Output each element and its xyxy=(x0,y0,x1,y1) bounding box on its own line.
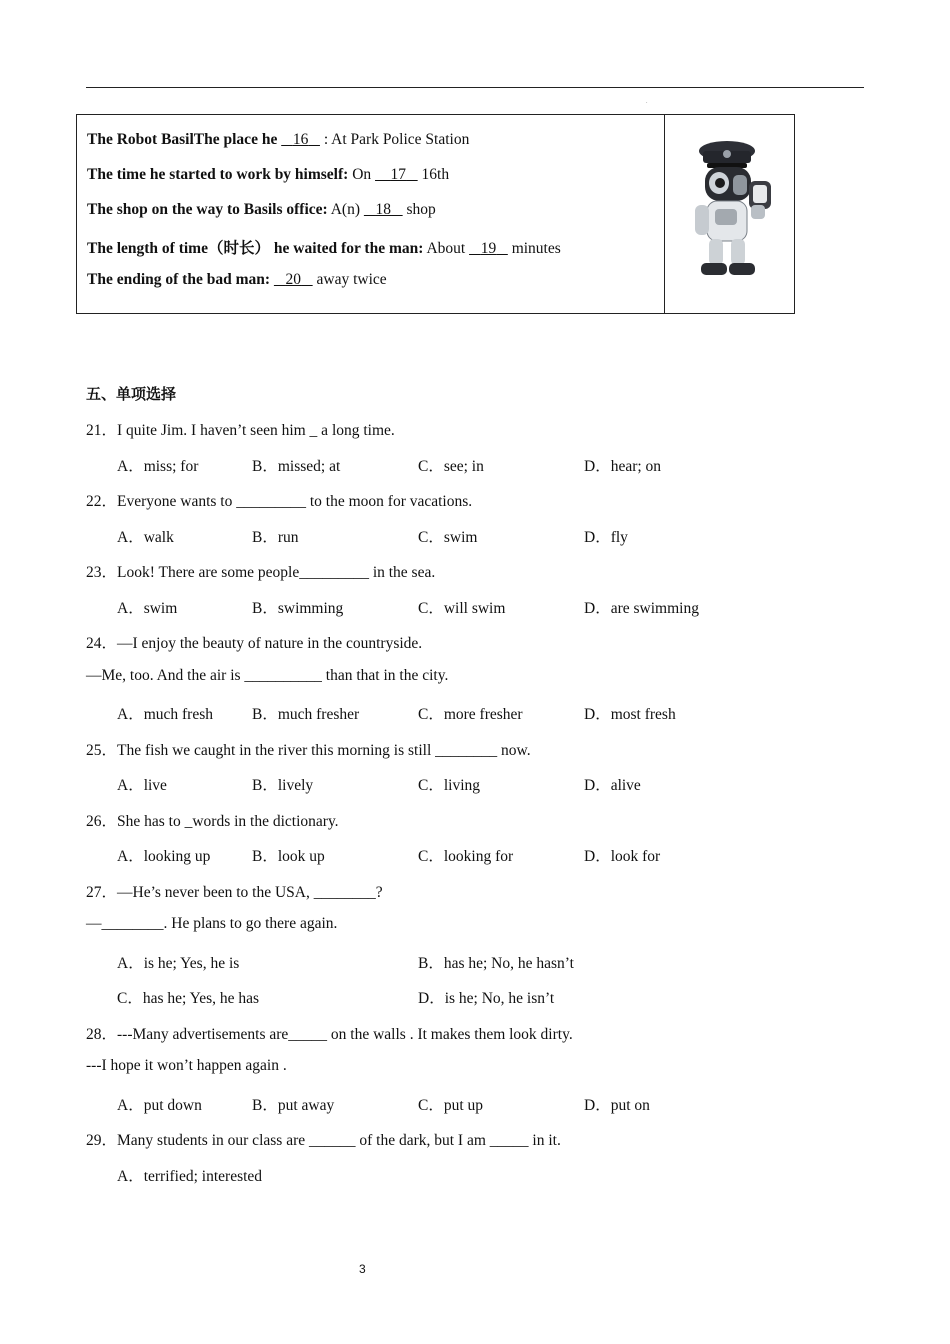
answer-option[interactable]: B．much fresher xyxy=(252,706,360,723)
answer-option[interactable]: C．swim xyxy=(418,528,478,546)
answer-option[interactable]: D．look for xyxy=(584,848,661,865)
table-row-length xyxy=(87,236,561,258)
row-value: minutes xyxy=(511,240,561,257)
answer-option[interactable]: C．will swim xyxy=(418,599,506,617)
answer-option[interactable]: D．hear; on xyxy=(584,457,662,475)
answer-option[interactable]: D．put on xyxy=(584,1096,650,1114)
question-stem: 27．—He’s never been to the USA, ________? xyxy=(86,883,383,901)
answer-option[interactable]: D．is he; No, he isn’t xyxy=(418,990,555,1007)
answer-option[interactable]: C．looking for xyxy=(418,848,514,865)
row-label: The length of time xyxy=(87,240,208,257)
answer-option[interactable]: C．more fresher xyxy=(418,706,523,723)
answer-option[interactable]: A．much fresh xyxy=(117,706,213,723)
answer-option[interactable]: C．see; in xyxy=(418,457,484,475)
answer-option[interactable]: B．swimming xyxy=(252,599,344,617)
answer-option[interactable]: D．fly xyxy=(584,528,628,546)
row-value: shop xyxy=(406,201,436,218)
row-prefix: A(n) xyxy=(330,201,361,218)
row-value: 16th xyxy=(421,166,450,183)
row-label: The shop on the way to Basils office: xyxy=(87,201,328,218)
answer-option[interactable]: B．look up xyxy=(252,848,325,865)
answer-option[interactable]: A．live xyxy=(117,777,167,794)
table-row-ending xyxy=(87,271,387,289)
answer-option[interactable]: A．terrified; interested xyxy=(117,1167,263,1185)
section-title: 五、单项选择 xyxy=(86,385,177,403)
info-table xyxy=(76,114,795,314)
answer-option[interactable]: A．is he; Yes, he is xyxy=(117,954,240,972)
row-value: : At Park Police Station xyxy=(323,131,470,148)
table-row-shop xyxy=(87,201,436,219)
answer-option[interactable]: A．looking up xyxy=(117,848,211,865)
answer-option[interactable]: A．walk xyxy=(117,528,174,546)
question-reply: ---I hope it won’t happen again . xyxy=(86,1057,287,1074)
answer-option[interactable]: A．put down xyxy=(117,1096,202,1114)
answer-option[interactable]: A．miss; for xyxy=(117,457,199,475)
row-label: he waited for the man: xyxy=(273,240,424,257)
blank-19: 19 xyxy=(480,240,497,257)
robot-police-image xyxy=(687,137,779,283)
header-rule xyxy=(86,87,864,88)
answer-option[interactable]: D．most fresh xyxy=(584,706,676,723)
table-row-place xyxy=(87,131,469,149)
blank-16: 16 xyxy=(292,131,309,148)
question-stem: 21．I quite Jim. I haven’t seen him _ a long time. xyxy=(86,422,395,439)
answer-option[interactable]: B．has he; No, he hasn’t xyxy=(418,954,574,972)
answer-option[interactable]: C．living xyxy=(418,777,481,794)
table-row-time xyxy=(87,166,449,184)
row-prefix: About xyxy=(426,240,466,257)
answer-option[interactable]: C．has he; Yes, he has xyxy=(117,990,260,1007)
question-stem: 29．Many students in our class are ______ of the dark, but I am _____ in it. xyxy=(86,1132,561,1149)
row-label: The Robot BasilThe place he xyxy=(87,131,278,148)
answer-option[interactable]: B．run xyxy=(252,528,299,546)
answer-option[interactable]: B．lively xyxy=(252,777,314,794)
question-stem: 23．Look! There are some people_________ in the sea. xyxy=(86,564,436,581)
row-value: away twice xyxy=(316,271,387,288)
page-number: 3 xyxy=(359,1262,366,1276)
row-label: The ending of the bad man: xyxy=(87,271,271,288)
answer-option[interactable]: C．put up xyxy=(418,1096,484,1114)
question-stem: 24．—I enjoy the beauty of nature in the countryside. xyxy=(86,635,423,652)
question-reply: —________. He plans to go there again. xyxy=(86,915,338,932)
row-prefix: On xyxy=(352,166,372,183)
question-stem: 25．The fish we caught in the river this morning is still ________ now. xyxy=(86,741,531,759)
answer-option[interactable]: A．swim xyxy=(117,599,178,617)
question-stem: 28．---Many advertisements are_____ on the walls . It makes them look dirty. xyxy=(86,1025,573,1043)
question-stem: 22．Everyone wants to _________ to the moon for vacations. xyxy=(86,493,473,510)
answer-option[interactable]: D．are swimming xyxy=(584,599,699,617)
answer-option[interactable]: D．alive xyxy=(584,777,641,794)
row-label: The time he started to work by himself: xyxy=(87,166,349,183)
question-reply: —Me, too. And the air is __________ than that in the city. xyxy=(86,666,449,684)
table-divider xyxy=(664,115,665,313)
question-stem: 26．She has to _words in the dictionary. xyxy=(86,812,339,830)
blank-18: 18 xyxy=(375,201,392,218)
answer-option[interactable]: B．missed; at xyxy=(252,457,341,475)
answer-option[interactable]: B．put away xyxy=(252,1096,335,1114)
row-label-cn: （时长） xyxy=(207,239,270,257)
header-dot: . xyxy=(646,99,648,105)
blank-17: 17 xyxy=(390,166,407,183)
blank-20: 20 xyxy=(285,271,302,288)
